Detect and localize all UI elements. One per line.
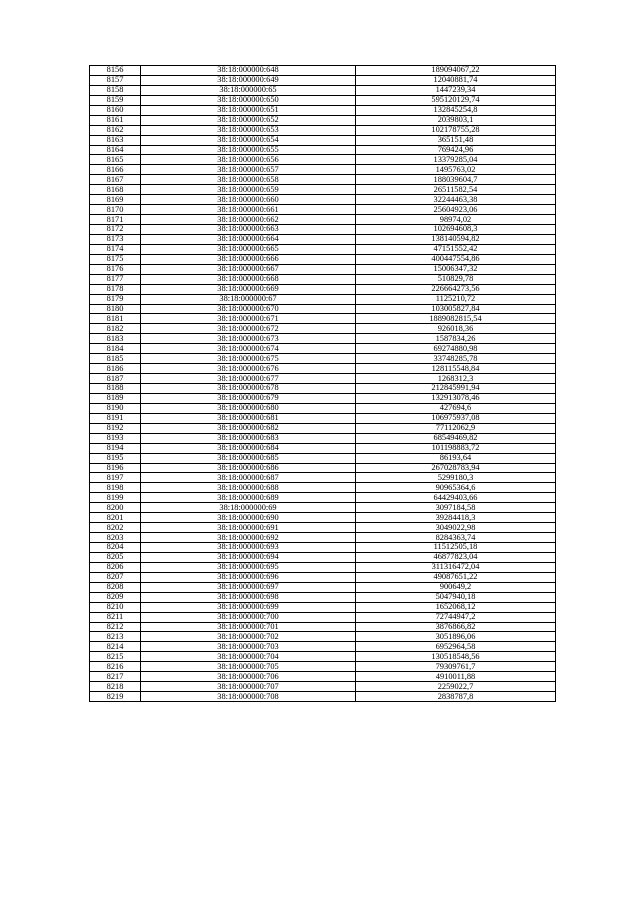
cadastral-number-cell: 38:18:000000:680 bbox=[141, 403, 356, 413]
cadastral-number-cell: 38:18:000000:670 bbox=[141, 304, 356, 314]
table-row bbox=[90, 433, 556, 443]
value-cell: 132913078,46 bbox=[356, 393, 556, 403]
row-number-cell: 8163 bbox=[90, 135, 141, 145]
table-row bbox=[90, 473, 556, 483]
row-number-cell: 8184 bbox=[90, 344, 141, 354]
table-row bbox=[90, 423, 556, 433]
table-row bbox=[90, 344, 556, 354]
row-number-cell: 8193 bbox=[90, 433, 141, 443]
table-row bbox=[90, 354, 556, 364]
table-row bbox=[90, 135, 556, 145]
cadastral-number-cell: 38:18:000000:666 bbox=[141, 254, 356, 264]
row-number-cell: 8159 bbox=[90, 95, 141, 105]
row-number-cell: 8181 bbox=[90, 314, 141, 324]
table-row bbox=[90, 523, 556, 533]
value-cell: 32244463,38 bbox=[356, 195, 556, 205]
value-cell: 4910011,88 bbox=[356, 672, 556, 682]
row-number-cell: 8208 bbox=[90, 582, 141, 592]
row-number-cell: 8185 bbox=[90, 354, 141, 364]
cadastral-number-cell: 38:18:000000:692 bbox=[141, 533, 356, 543]
table-row bbox=[90, 622, 556, 632]
row-number-cell: 8207 bbox=[90, 572, 141, 582]
cadastral-number-cell: 38:18:000000:703 bbox=[141, 642, 356, 652]
value-cell: 365151,48 bbox=[356, 135, 556, 145]
value-cell: 26511582,54 bbox=[356, 185, 556, 195]
value-cell: 130518548,56 bbox=[356, 652, 556, 662]
value-cell: 25604923,06 bbox=[356, 205, 556, 215]
table-row bbox=[90, 592, 556, 602]
cadastral-number-cell: 38:18:000000:686 bbox=[141, 463, 356, 473]
cadastral-number-cell: 38:18:000000:656 bbox=[141, 155, 356, 165]
cadastral-number-cell: 38:18:000000:65 bbox=[141, 85, 356, 95]
row-number-cell: 8180 bbox=[90, 304, 141, 314]
value-cell: 102178755,28 bbox=[356, 125, 556, 135]
cadastral-number-cell: 38:18:000000:648 bbox=[141, 66, 356, 76]
table-row bbox=[90, 225, 556, 235]
row-number-cell: 8168 bbox=[90, 185, 141, 195]
row-number-cell: 8201 bbox=[90, 513, 141, 523]
value-cell: 33748285,78 bbox=[356, 354, 556, 364]
cadastral-number-cell: 38:18:000000:665 bbox=[141, 244, 356, 254]
value-cell: 1889082815,54 bbox=[356, 314, 556, 324]
table-row bbox=[90, 234, 556, 244]
cadastral-number-cell: 38:18:000000:663 bbox=[141, 225, 356, 235]
table-row bbox=[90, 602, 556, 612]
table-row bbox=[90, 513, 556, 523]
row-number-cell: 8157 bbox=[90, 75, 141, 85]
row-number-cell: 8178 bbox=[90, 284, 141, 294]
value-cell: 900649,2 bbox=[356, 582, 556, 592]
row-number-cell: 8216 bbox=[90, 662, 141, 672]
value-cell: 400447554,86 bbox=[356, 254, 556, 264]
cadastral-number-cell: 38:18:000000:672 bbox=[141, 324, 356, 334]
table-row bbox=[90, 443, 556, 453]
cadastral-number-cell: 38:18:000000:678 bbox=[141, 384, 356, 394]
row-number-cell: 8164 bbox=[90, 145, 141, 155]
cadastral-number-cell: 38:18:000000:695 bbox=[141, 562, 356, 572]
cadastral-number-cell: 38:18:000000:673 bbox=[141, 334, 356, 344]
cadastral-number-cell: 38:18:000000:698 bbox=[141, 592, 356, 602]
value-cell: 39284418,3 bbox=[356, 513, 556, 523]
value-cell: 98974,02 bbox=[356, 215, 556, 225]
value-cell: 106975937,08 bbox=[356, 413, 556, 423]
row-number-cell: 8194 bbox=[90, 443, 141, 453]
row-number-cell: 8202 bbox=[90, 523, 141, 533]
cadastral-number-cell: 38:18:000000:657 bbox=[141, 165, 356, 175]
table-row bbox=[90, 374, 556, 384]
value-cell: 267028783,94 bbox=[356, 463, 556, 473]
row-number-cell: 8206 bbox=[90, 562, 141, 572]
table-row bbox=[90, 672, 556, 682]
table-row bbox=[90, 175, 556, 185]
value-cell: 3876866,82 bbox=[356, 622, 556, 632]
value-cell: 138140594,82 bbox=[356, 234, 556, 244]
table-row bbox=[90, 612, 556, 622]
row-number-cell: 8215 bbox=[90, 652, 141, 662]
cadastral-number-cell: 38:18:000000:651 bbox=[141, 105, 356, 115]
cadastral-number-cell: 38:18:000000:661 bbox=[141, 205, 356, 215]
row-number-cell: 8170 bbox=[90, 205, 141, 215]
row-number-cell: 8204 bbox=[90, 543, 141, 553]
cadastral-number-cell: 38:18:000000:684 bbox=[141, 443, 356, 453]
row-number-cell: 8171 bbox=[90, 215, 141, 225]
table-row bbox=[90, 304, 556, 314]
row-number-cell: 8169 bbox=[90, 195, 141, 205]
row-number-cell: 8161 bbox=[90, 115, 141, 125]
value-cell: 11512505,18 bbox=[356, 543, 556, 553]
value-cell: 226664273,56 bbox=[356, 284, 556, 294]
row-number-cell: 8219 bbox=[90, 692, 141, 702]
cadastral-number-cell: 38:18:000000:654 bbox=[141, 135, 356, 145]
cadastral-number-cell: 38:18:000000:704 bbox=[141, 652, 356, 662]
data-table bbox=[89, 65, 556, 702]
row-number-cell: 8205 bbox=[90, 552, 141, 562]
table-row bbox=[90, 264, 556, 274]
value-cell: 3051896,06 bbox=[356, 632, 556, 642]
value-cell: 13379285,04 bbox=[356, 155, 556, 165]
value-cell: 2039803,1 bbox=[356, 115, 556, 125]
cadastral-number-cell: 38:18:000000:689 bbox=[141, 493, 356, 503]
table-row bbox=[90, 503, 556, 513]
row-number-cell: 8218 bbox=[90, 682, 141, 692]
row-number-cell: 8173 bbox=[90, 234, 141, 244]
row-number-cell: 8209 bbox=[90, 592, 141, 602]
cadastral-number-cell: 38:18:000000:685 bbox=[141, 453, 356, 463]
row-number-cell: 8187 bbox=[90, 374, 141, 384]
row-number-cell: 8182 bbox=[90, 324, 141, 334]
table-row bbox=[90, 145, 556, 155]
cadastral-number-cell: 38:18:000000:706 bbox=[141, 672, 356, 682]
row-number-cell: 8175 bbox=[90, 254, 141, 264]
value-cell: 68549469,82 bbox=[356, 433, 556, 443]
table-row bbox=[90, 185, 556, 195]
table-row bbox=[90, 403, 556, 413]
table-row bbox=[90, 324, 556, 334]
cadastral-number-cell: 38:18:000000:694 bbox=[141, 552, 356, 562]
value-cell: 90965364,6 bbox=[356, 483, 556, 493]
cadastral-number-cell: 38:18:000000:700 bbox=[141, 612, 356, 622]
cadastral-number-cell: 38:18:000000:682 bbox=[141, 423, 356, 433]
cadastral-number-cell: 38:18:000000:697 bbox=[141, 582, 356, 592]
table-body bbox=[90, 66, 556, 702]
value-cell: 8284363,74 bbox=[356, 533, 556, 543]
cadastral-number-cell: 38:18:000000:660 bbox=[141, 195, 356, 205]
row-number-cell: 8195 bbox=[90, 453, 141, 463]
value-cell: 2838787,8 bbox=[356, 692, 556, 702]
table-row bbox=[90, 125, 556, 135]
value-cell: 5299180,3 bbox=[356, 473, 556, 483]
value-cell: 3049022,98 bbox=[356, 523, 556, 533]
row-number-cell: 8166 bbox=[90, 165, 141, 175]
table-row bbox=[90, 413, 556, 423]
table-row bbox=[90, 662, 556, 672]
value-cell: 102694608,3 bbox=[356, 225, 556, 235]
row-number-cell: 8172 bbox=[90, 225, 141, 235]
row-number-cell: 8186 bbox=[90, 364, 141, 374]
cadastral-number-cell: 38:18:000000:662 bbox=[141, 215, 356, 225]
row-number-cell: 8162 bbox=[90, 125, 141, 135]
value-cell: 5047940,18 bbox=[356, 592, 556, 602]
row-number-cell: 8183 bbox=[90, 334, 141, 344]
value-cell: 79309761,7 bbox=[356, 662, 556, 672]
table-row bbox=[90, 682, 556, 692]
table-row bbox=[90, 155, 556, 165]
table-row bbox=[90, 453, 556, 463]
row-number-cell: 8160 bbox=[90, 105, 141, 115]
value-cell: 77112062,9 bbox=[356, 423, 556, 433]
row-number-cell: 8165 bbox=[90, 155, 141, 165]
value-cell: 128115548,84 bbox=[356, 364, 556, 374]
value-cell: 47151552,42 bbox=[356, 244, 556, 254]
table-row bbox=[90, 205, 556, 215]
value-cell: 6952964,58 bbox=[356, 642, 556, 652]
cadastral-number-cell: 38:18:000000:671 bbox=[141, 314, 356, 324]
cadastral-number-cell: 38:18:000000:664 bbox=[141, 234, 356, 244]
cadastral-number-cell: 38:18:000000:659 bbox=[141, 185, 356, 195]
table-row bbox=[90, 632, 556, 642]
value-cell: 311316472,04 bbox=[356, 562, 556, 572]
table-row bbox=[90, 334, 556, 344]
cadastral-number-cell: 38:18:000000:702 bbox=[141, 632, 356, 642]
table-row bbox=[90, 562, 556, 572]
row-number-cell: 8200 bbox=[90, 503, 141, 513]
row-number-cell: 8212 bbox=[90, 622, 141, 632]
value-cell: 3097184,58 bbox=[356, 503, 556, 513]
row-number-cell: 8203 bbox=[90, 533, 141, 543]
table-row bbox=[90, 165, 556, 175]
table-row bbox=[90, 393, 556, 403]
value-cell: 15006347,32 bbox=[356, 264, 556, 274]
cadastral-number-cell: 38:18:000000:674 bbox=[141, 344, 356, 354]
value-cell: 72744947,2 bbox=[356, 612, 556, 622]
table-row bbox=[90, 384, 556, 394]
cadastral-number-cell: 38:18:000000:675 bbox=[141, 354, 356, 364]
cadastral-number-cell: 38:18:000000:67 bbox=[141, 294, 356, 304]
row-number-cell: 8167 bbox=[90, 175, 141, 185]
cadastral-number-cell: 38:18:000000:676 bbox=[141, 364, 356, 374]
cadastral-number-cell: 38:18:000000:688 bbox=[141, 483, 356, 493]
value-cell: 510829,78 bbox=[356, 274, 556, 284]
value-cell: 132845254,8 bbox=[356, 105, 556, 115]
table-row bbox=[90, 284, 556, 294]
row-number-cell: 8210 bbox=[90, 602, 141, 612]
table-row bbox=[90, 195, 556, 205]
cadastral-number-cell: 38:18:000000:707 bbox=[141, 682, 356, 692]
row-number-cell: 8197 bbox=[90, 473, 141, 483]
value-cell: 1587834,26 bbox=[356, 334, 556, 344]
cadastral-number-cell: 38:18:000000:687 bbox=[141, 473, 356, 483]
table-row bbox=[90, 294, 556, 304]
value-cell: 101198883,72 bbox=[356, 443, 556, 453]
row-number-cell: 8214 bbox=[90, 642, 141, 652]
value-cell: 188039604,7 bbox=[356, 175, 556, 185]
value-cell: 2259022,7 bbox=[356, 682, 556, 692]
table-row bbox=[90, 66, 556, 76]
table-row bbox=[90, 115, 556, 125]
value-cell: 103005827,84 bbox=[356, 304, 556, 314]
row-number-cell: 8188 bbox=[90, 384, 141, 394]
cadastral-number-cell: 38:18:000000:691 bbox=[141, 523, 356, 533]
value-cell: 1268312,3 bbox=[356, 374, 556, 384]
table-row bbox=[90, 552, 556, 562]
value-cell: 12040881,74 bbox=[356, 75, 556, 85]
value-cell: 1652068,12 bbox=[356, 602, 556, 612]
row-number-cell: 8156 bbox=[90, 66, 141, 76]
cadastral-number-cell: 38:18:000000:677 bbox=[141, 374, 356, 384]
value-cell: 49087651,22 bbox=[356, 572, 556, 582]
table-row bbox=[90, 582, 556, 592]
table-row bbox=[90, 95, 556, 105]
value-cell: 1125210,72 bbox=[356, 294, 556, 304]
cadastral-number-cell: 38:18:000000:690 bbox=[141, 513, 356, 523]
row-number-cell: 8177 bbox=[90, 274, 141, 284]
row-number-cell: 8189 bbox=[90, 393, 141, 403]
cadastral-number-cell: 38:18:000000:705 bbox=[141, 662, 356, 672]
table-row bbox=[90, 572, 556, 582]
row-number-cell: 8199 bbox=[90, 493, 141, 503]
row-number-cell: 8217 bbox=[90, 672, 141, 682]
value-cell: 69274880,98 bbox=[356, 344, 556, 354]
row-number-cell: 8211 bbox=[90, 612, 141, 622]
table-row bbox=[90, 652, 556, 662]
value-cell: 1447239,34 bbox=[356, 85, 556, 95]
value-cell: 212845991,94 bbox=[356, 384, 556, 394]
row-number-cell: 8190 bbox=[90, 403, 141, 413]
cadastral-number-cell: 38:18:000000:667 bbox=[141, 264, 356, 274]
value-cell: 86193,64 bbox=[356, 453, 556, 463]
value-cell: 1495763,02 bbox=[356, 165, 556, 175]
table-row bbox=[90, 483, 556, 493]
row-number-cell: 8158 bbox=[90, 85, 141, 95]
table-row bbox=[90, 533, 556, 543]
cadastral-number-cell: 38:18:000000:653 bbox=[141, 125, 356, 135]
cadastral-number-cell: 38:18:000000:701 bbox=[141, 622, 356, 632]
value-cell: 427694,6 bbox=[356, 403, 556, 413]
value-cell: 46877823,04 bbox=[356, 552, 556, 562]
cadastral-number-cell: 38:18:000000:693 bbox=[141, 543, 356, 553]
cadastral-number-cell: 38:18:000000:683 bbox=[141, 433, 356, 443]
cadastral-number-cell: 38:18:000000:708 bbox=[141, 692, 356, 702]
table-row bbox=[90, 543, 556, 553]
table-row bbox=[90, 692, 556, 702]
row-number-cell: 8176 bbox=[90, 264, 141, 274]
cadastral-number-cell: 38:18:000000:649 bbox=[141, 75, 356, 85]
cadastral-number-cell: 38:18:000000:696 bbox=[141, 572, 356, 582]
cadastral-number-cell: 38:18:000000:699 bbox=[141, 602, 356, 612]
table-row bbox=[90, 105, 556, 115]
table-row bbox=[90, 493, 556, 503]
cadastral-number-cell: 38:18:000000:668 bbox=[141, 274, 356, 284]
table-row bbox=[90, 215, 556, 225]
value-cell: 189094067,22 bbox=[356, 66, 556, 76]
row-number-cell: 8174 bbox=[90, 244, 141, 254]
table-row bbox=[90, 314, 556, 324]
table-row bbox=[90, 274, 556, 284]
value-cell: 926018,36 bbox=[356, 324, 556, 334]
table-row bbox=[90, 364, 556, 374]
row-number-cell: 8179 bbox=[90, 294, 141, 304]
value-cell: 595120129,74 bbox=[356, 95, 556, 105]
cadastral-number-cell: 38:18:000000:679 bbox=[141, 393, 356, 403]
cadastral-number-cell: 38:18:000000:669 bbox=[141, 284, 356, 294]
row-number-cell: 8192 bbox=[90, 423, 141, 433]
cadastral-number-cell: 38:18:000000:650 bbox=[141, 95, 356, 105]
cadastral-number-cell: 38:18:000000:652 bbox=[141, 115, 356, 125]
cadastral-number-cell: 38:18:000000:69 bbox=[141, 503, 356, 513]
row-number-cell: 8213 bbox=[90, 632, 141, 642]
table-row bbox=[90, 244, 556, 254]
table-row bbox=[90, 254, 556, 264]
cadastral-number-cell: 38:18:000000:681 bbox=[141, 413, 356, 423]
table-row bbox=[90, 75, 556, 85]
table-row bbox=[90, 463, 556, 473]
value-cell: 769424,96 bbox=[356, 145, 556, 155]
row-number-cell: 8198 bbox=[90, 483, 141, 493]
table-row bbox=[90, 642, 556, 652]
cadastral-number-cell: 38:18:000000:655 bbox=[141, 145, 356, 155]
cadastral-number-cell: 38:18:000000:658 bbox=[141, 175, 356, 185]
table-row bbox=[90, 85, 556, 95]
row-number-cell: 8191 bbox=[90, 413, 141, 423]
value-cell: 64429403,66 bbox=[356, 493, 556, 503]
row-number-cell: 8196 bbox=[90, 463, 141, 473]
